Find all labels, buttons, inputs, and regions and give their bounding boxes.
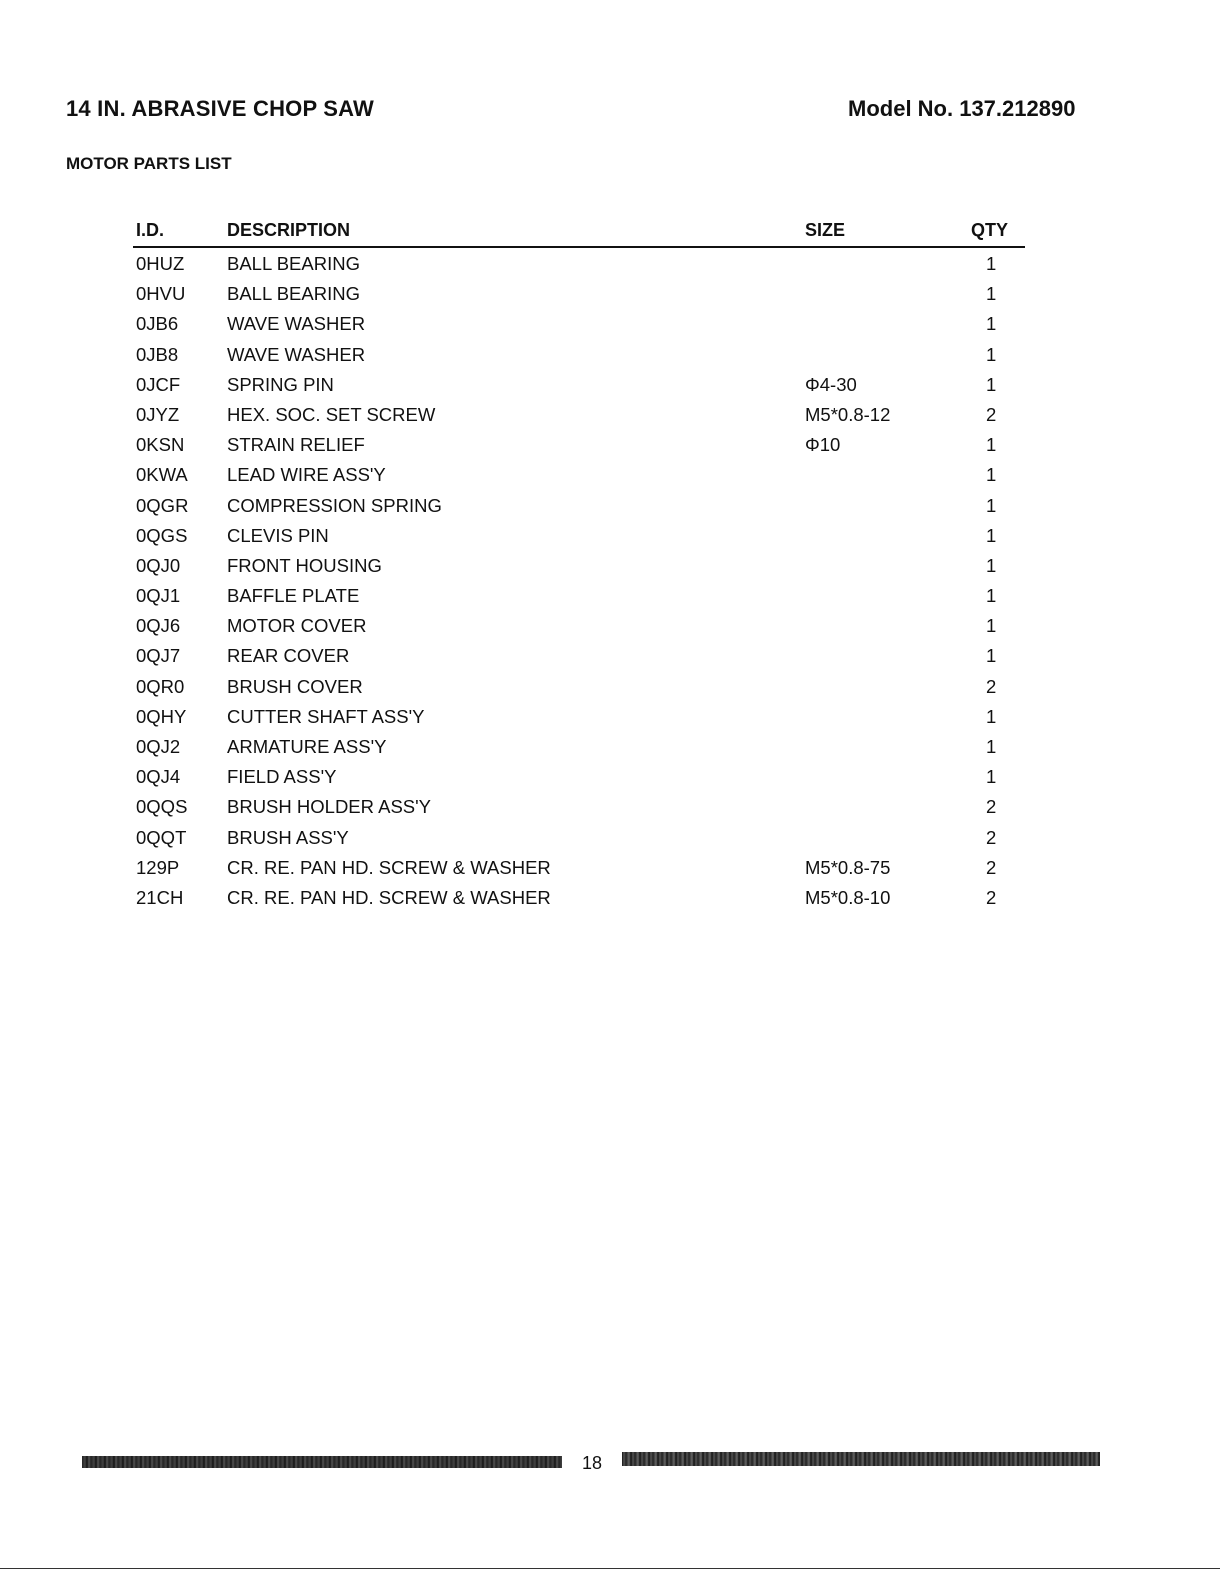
table-row <box>133 399 1025 429</box>
part-size: M5*0.8-12 <box>805 403 891 425</box>
table-row <box>133 278 1025 308</box>
part-id: 21CH <box>136 886 184 908</box>
part-id: 0KWA <box>136 464 188 486</box>
part-qty: 1 <box>986 464 997 486</box>
part-qty: 1 <box>986 645 997 667</box>
part-size: M5*0.8-10 <box>805 886 891 908</box>
table-row <box>133 822 1025 852</box>
table-row <box>133 429 1025 459</box>
table-row <box>133 339 1025 369</box>
part-description: BRUSH ASS'Y <box>227 826 349 848</box>
page-footer <box>82 1450 1102 1474</box>
part-id: 0QJ2 <box>136 736 181 757</box>
part-id: 0QJ6 <box>136 615 181 637</box>
part-qty: 1 <box>986 554 997 576</box>
table-body <box>133 248 1025 912</box>
part-qty: 1 <box>986 705 997 727</box>
document-title: 14 IN. ABRASIVE CHOP SAW <box>66 96 374 121</box>
part-qty: 1 <box>986 615 997 637</box>
part-description: ARMATURE ASS'Y <box>227 736 387 757</box>
part-size: M5*0.8-75 <box>805 856 891 878</box>
table-row <box>133 459 1025 489</box>
part-qty: 1 <box>986 313 997 335</box>
part-description: REAR COVER <box>227 645 350 667</box>
part-id: 0JB8 <box>136 343 179 365</box>
part-id: 0QQS <box>136 796 188 818</box>
part-id: 0JCF <box>136 373 181 395</box>
column-header-id: I.D. <box>136 220 165 240</box>
part-qty: 1 <box>986 373 997 395</box>
part-id: 0QGR <box>136 494 189 516</box>
part-id: 0HVU <box>136 283 186 305</box>
column-header-qty: QTY <box>971 220 1009 240</box>
section-title: MOTOR PARTS LIST <box>66 154 232 173</box>
table-row <box>133 761 1025 791</box>
part-size: Φ10 <box>805 434 841 456</box>
part-qty: 1 <box>986 736 997 757</box>
part-id: 0JYZ <box>136 403 180 425</box>
part-id: 0QQT <box>136 826 187 848</box>
part-qty: 1 <box>986 253 997 274</box>
table-row <box>133 882 1025 912</box>
part-id: 0HUZ <box>136 253 185 274</box>
column-header-description: DESCRIPTION <box>227 220 351 240</box>
part-description: HEX. SOC. SET SCREW <box>227 403 436 425</box>
part-id: 0QJ4 <box>136 766 181 788</box>
part-qty: 1 <box>986 283 997 305</box>
part-description: MOTOR COVER <box>227 615 367 637</box>
part-id: 129P <box>136 856 180 878</box>
table-row <box>133 791 1025 821</box>
part-description: CR. RE. PAN HD. SCREW & WASHER <box>227 886 551 908</box>
footer-decorative-bar-left <box>82 1456 562 1468</box>
table-row <box>133 852 1025 882</box>
part-description: BAFFLE PLATE <box>227 585 360 607</box>
table-row <box>133 490 1025 520</box>
parts-table <box>133 218 1025 912</box>
part-id: 0JB6 <box>136 313 179 335</box>
part-description: CUTTER SHAFT ASS'Y <box>227 705 425 727</box>
part-description: SPRING PIN <box>227 373 334 395</box>
page-bottom-rule <box>0 1568 1220 1569</box>
table-row <box>133 610 1025 640</box>
part-id: 0QJ0 <box>136 554 181 576</box>
table-row <box>133 550 1025 580</box>
part-id: 0QJ7 <box>136 645 181 667</box>
table-row <box>133 701 1025 731</box>
part-qty: 1 <box>986 766 997 788</box>
part-description: BALL BEARING <box>227 253 360 274</box>
table-row <box>133 248 1025 278</box>
part-qty: 1 <box>986 524 997 546</box>
part-description: WAVE WASHER <box>227 343 366 365</box>
page-number: 18 <box>582 1453 603 1473</box>
part-size: Φ4-30 <box>805 373 857 395</box>
part-description: LEAD WIRE ASS'Y <box>227 464 386 486</box>
part-qty: 1 <box>986 585 997 607</box>
part-description: STRAIN RELIEF <box>227 434 365 456</box>
column-header-size: SIZE <box>805 220 846 240</box>
table-row <box>133 308 1025 338</box>
part-id: 0QHY <box>136 705 187 727</box>
footer-decorative-bar-right <box>622 1452 1100 1466</box>
part-qty: 2 <box>986 856 997 878</box>
part-description: WAVE WASHER <box>227 313 366 335</box>
part-qty: 1 <box>986 434 997 456</box>
table-header <box>133 218 1025 248</box>
part-description: CR. RE. PAN HD. SCREW & WASHER <box>227 856 551 878</box>
part-description: FRONT HOUSING <box>227 554 382 576</box>
part-id: 0QGS <box>136 524 188 546</box>
part-qty: 2 <box>986 675 997 697</box>
part-qty: 1 <box>986 343 997 365</box>
table-row <box>133 369 1025 399</box>
part-qty: 2 <box>986 826 997 848</box>
part-description: COMPRESSION SPRING <box>227 494 442 516</box>
model-number: Model No. 137.212890 <box>848 96 1076 121</box>
part-qty: 1 <box>986 494 997 516</box>
table-row <box>133 671 1025 701</box>
part-qty: 2 <box>986 403 997 425</box>
part-id: 0KSN <box>136 434 185 456</box>
part-description: BALL BEARING <box>227 283 360 305</box>
table-row <box>133 580 1025 610</box>
table-row <box>133 731 1025 761</box>
part-description: BRUSH HOLDER ASS'Y <box>227 796 432 818</box>
part-qty: 2 <box>986 886 997 908</box>
part-id: 0QR0 <box>136 675 185 697</box>
part-description: FIELD ASS'Y <box>227 766 337 788</box>
part-qty: 2 <box>986 796 997 818</box>
table-row <box>133 520 1025 550</box>
part-description: CLEVIS PIN <box>227 524 329 546</box>
part-id: 0QJ1 <box>136 585 181 607</box>
table-row <box>133 640 1025 670</box>
part-description: BRUSH COVER <box>227 675 363 697</box>
